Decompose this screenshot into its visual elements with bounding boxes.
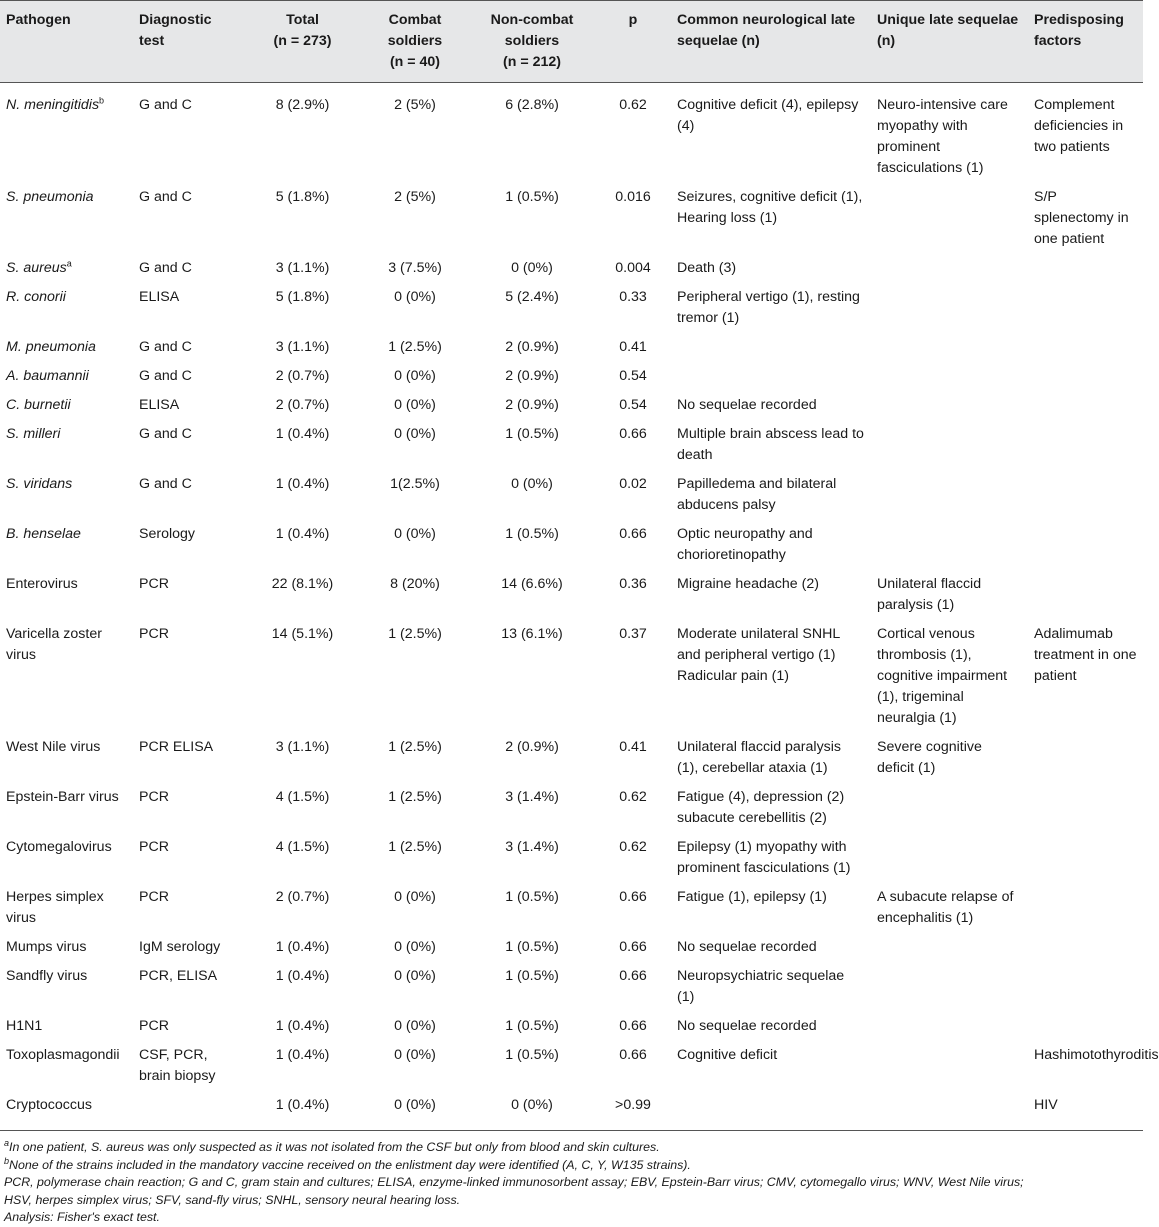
footnote-marker: a — [66, 258, 72, 269]
footnote-a-mark: a — [4, 1137, 10, 1148]
cell-predisposing: HIV — [1028, 1092, 1143, 1131]
cell-total: 4 (1.5%) — [275, 789, 330, 805]
cell-p-value: 0.62 — [619, 789, 647, 805]
header-noncombat — [469, 1, 595, 83]
cell-p-value: 0.36 — [619, 576, 647, 592]
pathogen-name: A. baumannii — [6, 368, 89, 384]
pathogen-name: Enterovirus — [6, 576, 78, 592]
cell-p-value: 0.66 — [619, 1018, 647, 1034]
cell-unique-sequelae — [871, 421, 1028, 471]
cell-noncombat: 1 (0.5%) — [505, 939, 559, 955]
cell-p-value: 0.66 — [619, 889, 647, 905]
cell-total: 3 (1.1%) — [275, 739, 330, 755]
pathogen-name: Varicella zoster virus — [6, 626, 102, 663]
cell-p-value: 0.02 — [619, 476, 647, 492]
cell-diagnostic-test: G and C — [139, 368, 192, 384]
cell-noncombat: 6 (2.8%) — [505, 97, 559, 113]
cell-pathogen — [0, 184, 133, 255]
cell-unique-sequelae: A subacute relapse of encephalitis (1) — [877, 889, 1014, 926]
table-row — [0, 784, 1143, 834]
cell-predisposing — [1028, 963, 1143, 1013]
cell-diagnostic-test: PCR, ELISA — [139, 968, 218, 984]
cell-predisposing — [1028, 784, 1143, 834]
pathogen-name: C. burnetii — [6, 397, 71, 413]
pathogen-name: S. aureus — [6, 260, 67, 276]
cell-p-value: 0.66 — [619, 1047, 647, 1063]
cell-predisposing: Hashimotothyroditis — [1034, 1047, 1159, 1063]
cell-noncombat: 14 (6.6%) — [501, 576, 563, 592]
cell-p-value: 0.33 — [619, 289, 647, 305]
table-row — [0, 363, 1143, 392]
table-row — [0, 471, 1143, 521]
cell-diagnostic-test: IgM serology — [139, 939, 221, 955]
pathogen-name: N. meningitidis — [6, 97, 100, 113]
cell-noncombat: 2 (0.9%) — [505, 368, 559, 384]
cell-total: 1 (0.4%) — [244, 1092, 361, 1131]
cell-noncombat: 0 (0%) — [511, 260, 553, 276]
cell-pathogen — [0, 363, 133, 392]
cell-combat: 8 (20%) — [390, 576, 440, 592]
cell-unique-sequelae — [871, 521, 1028, 571]
header-combat — [361, 1, 469, 83]
cell-diagnostic-test: ELISA — [139, 289, 180, 305]
pathogen-name: Mumps virus — [6, 939, 87, 955]
cell-common-sequelae: Papilledema and bilateral abducens palsy — [677, 476, 837, 513]
cell-diagnostic-test: PCR — [139, 576, 169, 592]
cell-diagnostic-test — [133, 1092, 244, 1131]
cell-unique-sequelae — [871, 1092, 1028, 1131]
cell-predisposing — [1028, 934, 1143, 963]
pathogen-name: Herpes simplex virus — [6, 889, 104, 926]
cell-diagnostic-test: PCR — [139, 1018, 169, 1034]
cell-total: 22 (8.1%) — [271, 576, 334, 592]
cell-combat: 0 (0%) — [394, 397, 436, 413]
header-unique-sequelae: Unique late sequelae (n) — [877, 12, 1019, 49]
cell-combat: 3 (7.5%) — [388, 260, 442, 276]
cell-combat: 0 (0%) — [394, 1018, 436, 1034]
cell-noncombat: 3 (1.4%) — [505, 789, 559, 805]
cell-total: 4 (1.5%) — [275, 839, 330, 855]
cell-total: 1 (0.4%) — [275, 476, 330, 492]
cell-noncombat: 1 (0.5%) — [505, 526, 559, 542]
cell-common-sequelae — [671, 334, 871, 363]
cell-common-sequelae: Seizures, cognitive deficit (1), Hearing loss (1) — [677, 189, 863, 226]
cell-pathogen — [0, 834, 133, 884]
cell-combat: 0 (0%) — [394, 368, 436, 384]
cell-unique-sequelae — [871, 334, 1028, 363]
cell-unique-sequelae: Severe cognitive deficit (1) — [877, 739, 982, 776]
table-body — [0, 83, 1159, 1131]
cell-combat: 1 (2.5%) — [388, 739, 442, 755]
cell-total: 5 (1.8%) — [275, 189, 330, 205]
cell-unique-sequelae: Neuro-intensive care myopathy with prominent fasciculations (1) — [877, 97, 1008, 176]
cell-pathogen — [0, 1013, 133, 1042]
cell-noncombat: 5 (2.4%) — [505, 289, 559, 305]
cell-predisposing — [1028, 884, 1143, 934]
footnote-marker: b — [99, 95, 105, 106]
cell-p-value: 0.016 — [615, 189, 651, 205]
header-pathogen: Pathogen — [6, 12, 71, 28]
cell-unique-sequelae — [871, 284, 1028, 334]
cell-unique-sequelae: Unilateral flaccid paralysis (1) — [877, 576, 982, 613]
pathogen-name: Cryptococcus — [6, 1097, 92, 1113]
pathogen-name: West Nile virus — [6, 739, 101, 755]
cell-combat: 0 (0%) — [394, 1047, 436, 1063]
cell-pathogen — [0, 934, 133, 963]
cell-pathogen — [0, 1092, 133, 1131]
cell-predisposing — [1028, 284, 1143, 334]
header-total — [244, 1, 361, 83]
cell-combat: 0 (0%) — [394, 426, 436, 442]
cell-total: 14 (5.1%) — [271, 626, 334, 642]
cell-predisposing — [1028, 334, 1143, 363]
cell-combat: 1 (2.5%) — [388, 339, 442, 355]
header-combat-label: Combat soldiers — [387, 12, 443, 49]
table-row — [0, 934, 1143, 963]
header-diagnostic: Diagnostic test — [139, 12, 212, 49]
cell-predisposing — [1028, 392, 1143, 421]
cell-pathogen — [0, 884, 133, 934]
footnotes — [0, 1131, 1143, 1227]
header-noncombat-n: (n = 212) — [503, 54, 561, 70]
cell-unique-sequelae — [871, 363, 1028, 392]
pathogen-name: H1N1 — [6, 1018, 43, 1034]
header-predisposing: Predisposing factors — [1034, 12, 1124, 49]
cell-combat: 0 (0%) — [394, 939, 436, 955]
cell-common-sequelae: Cognitive deficit — [677, 1047, 778, 1063]
pathogen-name: S. pneumonia — [6, 189, 94, 205]
cell-pathogen — [0, 334, 133, 363]
table-row — [0, 621, 1143, 734]
header-total-n: (n = 273) — [273, 33, 332, 49]
cell-total: 5 (1.8%) — [275, 289, 330, 305]
cell-noncombat: 1 (0.5%) — [505, 968, 559, 984]
table-row — [0, 884, 1143, 934]
cell-common-sequelae: Death (3) — [677, 260, 737, 276]
table-row — [0, 421, 1143, 471]
cell-total: 8 (2.9%) — [275, 97, 330, 113]
table-row — [0, 1092, 1143, 1131]
cell-pathogen — [0, 1042, 133, 1092]
cell-predisposing — [1028, 363, 1143, 392]
cell-noncombat: 1 (0.5%) — [505, 1018, 559, 1034]
cell-predisposing: Adalimumab treatment in one patient — [1034, 626, 1137, 684]
cell-unique-sequelae — [871, 834, 1028, 884]
cell-noncombat: 2 (0.9%) — [505, 739, 559, 755]
cell-total: 2 (0.7%) — [275, 397, 330, 413]
cell-pathogen — [0, 471, 133, 521]
footnote-abbreviations-1: PCR, polymerase chain reaction; G and C, gram stain and cultures; ELISA, enzyme-linked immunosorbent assay; EBV, Epstein-Barr virus; CMV, cytomegallo virus; WNV, West Nile virus; — [4, 1175, 1024, 1189]
cell-total: 1 (0.4%) — [275, 939, 330, 955]
cell-diagnostic-test: PCR — [139, 626, 169, 642]
cell-diagnostic-test: G and C — [139, 339, 192, 355]
cell-noncombat: 2 (0.9%) — [505, 397, 559, 413]
table-row — [0, 521, 1143, 571]
pathogen-name: Toxoplasmagondii — [6, 1047, 120, 1063]
cell-p-value: 0.66 — [619, 526, 647, 542]
cell-pathogen — [0, 255, 133, 284]
cell-diagnostic-test: G and C — [139, 189, 192, 205]
cell-unique-sequelae — [871, 392, 1028, 421]
cell-combat: 1 (2.5%) — [388, 626, 442, 642]
cell-combat: 0 (0%) — [394, 968, 436, 984]
cell-diagnostic-test: G and C — [139, 426, 192, 442]
cell-unique-sequelae — [871, 184, 1028, 255]
cell-predisposing — [1028, 255, 1143, 284]
cell-pathogen — [0, 83, 133, 185]
cell-pathogen — [0, 784, 133, 834]
cell-total: 1 (0.4%) — [275, 968, 330, 984]
cell-combat: 2 (5%) — [394, 97, 436, 113]
table-row — [0, 184, 1143, 255]
cell-common-sequelae: Moderate unilateral SNHL and peripheral vertigo (1) Radicular pain (1) — [677, 626, 840, 684]
cell-pathogen — [0, 392, 133, 421]
cell-unique-sequelae: Cortical venous thrombosis (1), cognitive impairment (1), trigeminal neuralgia (1) — [877, 626, 1008, 726]
header-combat-n: (n = 40) — [389, 54, 441, 70]
cell-pathogen — [0, 521, 133, 571]
cell-p-value: 0.62 — [619, 97, 647, 113]
cell-combat: 0 (0%) — [361, 1092, 469, 1131]
cell-diagnostic-test: CSF, PCR, brain biopsy — [139, 1047, 216, 1084]
cell-common-sequelae: Optic neuropathy and chorioretinopathy — [677, 526, 813, 563]
cell-common-sequelae: Neuropsychiatric sequelae (1) — [677, 968, 845, 1005]
cell-total: 2 (0.7%) — [275, 889, 330, 905]
cell-common-sequelae: Fatigue (1), epilepsy (1) — [677, 889, 827, 905]
cell-combat: 0 (0%) — [394, 289, 436, 305]
cell-common-sequelae: Epilepsy (1) myopathy with prominent fasciculations (1) — [677, 839, 851, 876]
table-row — [0, 734, 1143, 784]
cell-diagnostic-test: G and C — [139, 260, 192, 276]
cell-common-sequelae: Peripheral vertigo (1), resting tremor (1) — [677, 289, 860, 326]
cell-p-value: 0.66 — [619, 426, 647, 442]
cell-diagnostic-test: PCR ELISA — [139, 739, 214, 755]
cell-pathogen — [0, 421, 133, 471]
cell-diagnostic-test: PCR — [139, 789, 169, 805]
pathogen-name: Epstein-Barr virus — [6, 789, 119, 805]
cell-noncombat: 1 (0.5%) — [505, 1047, 559, 1063]
header-p: p — [628, 12, 638, 28]
cell-predisposing — [1028, 571, 1143, 621]
cell-predisposing — [1028, 421, 1143, 471]
footnote-a-text: In one patient, S. aureus was only suspected as it was not isolated from the CSF but only from blood and skin cultures. — [9, 1140, 660, 1154]
pathogen-name: Sandfly virus — [6, 968, 88, 984]
cell-pathogen — [0, 621, 133, 734]
cell-unique-sequelae — [871, 963, 1028, 1013]
header-noncombat-label: Non-combat soldiers — [490, 12, 574, 49]
cell-common-sequelae: Unilateral flaccid paralysis (1), cerebellar ataxia (1) — [677, 739, 842, 776]
cell-total: 1 (0.4%) — [275, 1018, 330, 1034]
cell-p-value: 0.66 — [619, 968, 647, 984]
cell-noncombat: 2 (0.9%) — [505, 339, 559, 355]
cell-combat: 1 (2.5%) — [388, 839, 442, 855]
cell-common-sequelae: Migraine headache (2) — [677, 576, 819, 592]
cell-predisposing — [1028, 471, 1143, 521]
footnote-a — [4, 1139, 1139, 1157]
footnote-analysis: Analysis: Fisher's exact test. — [4, 1210, 160, 1224]
cell-noncombat: 1 (0.5%) — [505, 189, 559, 205]
cell-p-value: 0.54 — [619, 368, 647, 384]
cell-p-value: >0.99 — [595, 1092, 671, 1131]
cell-total: 1 (0.4%) — [275, 1047, 330, 1063]
cell-predisposing — [1028, 1013, 1143, 1042]
cell-common-sequelae: Cognitive deficit (4), epilepsy (4) — [677, 97, 859, 134]
header-row — [0, 1, 1143, 83]
cell-common-sequelae — [671, 1092, 871, 1131]
cell-combat: 0 (0%) — [394, 526, 436, 542]
cell-common-sequelae: No sequelae recorded — [677, 397, 817, 413]
header-common-sequelae: Common neurological late sequelae (n) — [677, 12, 856, 49]
cell-total: 1 (0.4%) — [275, 526, 330, 542]
cell-unique-sequelae — [871, 1042, 1028, 1092]
cell-pathogen — [0, 963, 133, 1013]
cell-common-sequelae: Fatigue (4), depression (2) subacute cerebellitis (2) — [677, 789, 845, 826]
cell-predisposing: S/P splenectomy in one patient — [1034, 189, 1129, 247]
cell-p-value: 0.37 — [619, 626, 647, 642]
pathogen-name: R. conorii — [6, 289, 66, 305]
cell-unique-sequelae — [871, 471, 1028, 521]
cell-predisposing — [1028, 734, 1143, 784]
cell-predisposing — [1028, 521, 1143, 571]
cell-combat: 2 (5%) — [394, 189, 436, 205]
cell-noncombat: 0 (0%) — [469, 1092, 595, 1131]
pathogen-name: S. viridans — [6, 476, 73, 492]
table-row — [0, 1013, 1143, 1042]
cell-p-value: 0.66 — [619, 939, 647, 955]
pathogen-name: Cytomegalovirus — [6, 839, 112, 855]
cell-total: 1 (0.4%) — [275, 426, 330, 442]
cell-unique-sequelae — [871, 255, 1028, 284]
cell-common-sequelae: No sequelae recorded — [677, 1018, 817, 1034]
cell-combat: 0 (0%) — [394, 889, 436, 905]
cell-noncombat: 3 (1.4%) — [505, 839, 559, 855]
cell-diagnostic-test: ELISA — [139, 397, 180, 413]
cell-total: 3 (1.1%) — [275, 339, 330, 355]
cell-common-sequelae — [671, 363, 871, 392]
table-row — [0, 392, 1143, 421]
footnote-b-text: None of the strains included in the mandatory vaccine received on the enlistment day were identified (A, C, Y, W135 strains). — [9, 1157, 691, 1172]
cell-common-sequelae: Multiple brain abscess lead to death — [677, 426, 864, 463]
cell-p-value: 0.54 — [619, 397, 647, 413]
cell-p-value: 0.62 — [619, 839, 647, 855]
footnote-b-mark: b — [4, 1155, 10, 1166]
table-row — [0, 571, 1143, 621]
cell-common-sequelae: No sequelae recorded — [677, 939, 817, 955]
cell-predisposing: Complement deficiencies in two patients — [1034, 97, 1124, 155]
pathogen-name: M. pneumonia — [6, 339, 96, 355]
cell-noncombat: 1 (0.5%) — [505, 426, 559, 442]
cell-noncombat: 13 (6.1%) — [501, 626, 563, 642]
cell-p-value: 0.41 — [619, 339, 647, 355]
cell-combat: 1 (2.5%) — [388, 789, 442, 805]
cell-unique-sequelae — [871, 1013, 1028, 1042]
header-total-label: Total — [286, 12, 319, 28]
cell-total: 3 (1.1%) — [275, 260, 330, 276]
table-row — [0, 83, 1143, 185]
table-row — [0, 255, 1143, 284]
table-row — [0, 963, 1143, 1013]
table-row — [0, 334, 1143, 363]
cell-pathogen — [0, 284, 133, 334]
footnote-abbreviations-2: HSV, herpes simplex virus; SFV, sand-fly virus; SNHL, sensory neural hearing loss. — [4, 1192, 461, 1207]
cell-p-value: 0.41 — [619, 739, 647, 755]
pathogen-name: B. henselae — [6, 526, 81, 542]
cell-diagnostic-test: G and C — [139, 97, 192, 113]
cell-combat: 1(2.5%) — [390, 476, 440, 492]
cell-noncombat: 0 (0%) — [511, 476, 553, 492]
cell-noncombat: 1 (0.5%) — [505, 889, 559, 905]
cell-diagnostic-test: Serology — [139, 526, 195, 542]
table-row — [0, 834, 1143, 884]
cell-unique-sequelae — [871, 784, 1028, 834]
table-row — [0, 1042, 1143, 1092]
cell-pathogen — [0, 734, 133, 784]
pathogen-name: S. milleri — [6, 426, 61, 442]
cell-diagnostic-test: G and C — [139, 476, 192, 492]
cell-pathogen — [0, 571, 133, 621]
footnote-b — [4, 1157, 1139, 1175]
cell-p-value: 0.004 — [615, 260, 651, 276]
cell-predisposing — [1028, 834, 1143, 884]
cell-unique-sequelae — [871, 934, 1028, 963]
cell-total: 2 (0.7%) — [275, 368, 330, 384]
cell-diagnostic-test: PCR — [139, 889, 169, 905]
cell-diagnostic-test: PCR — [139, 839, 169, 855]
table-row — [0, 284, 1143, 334]
